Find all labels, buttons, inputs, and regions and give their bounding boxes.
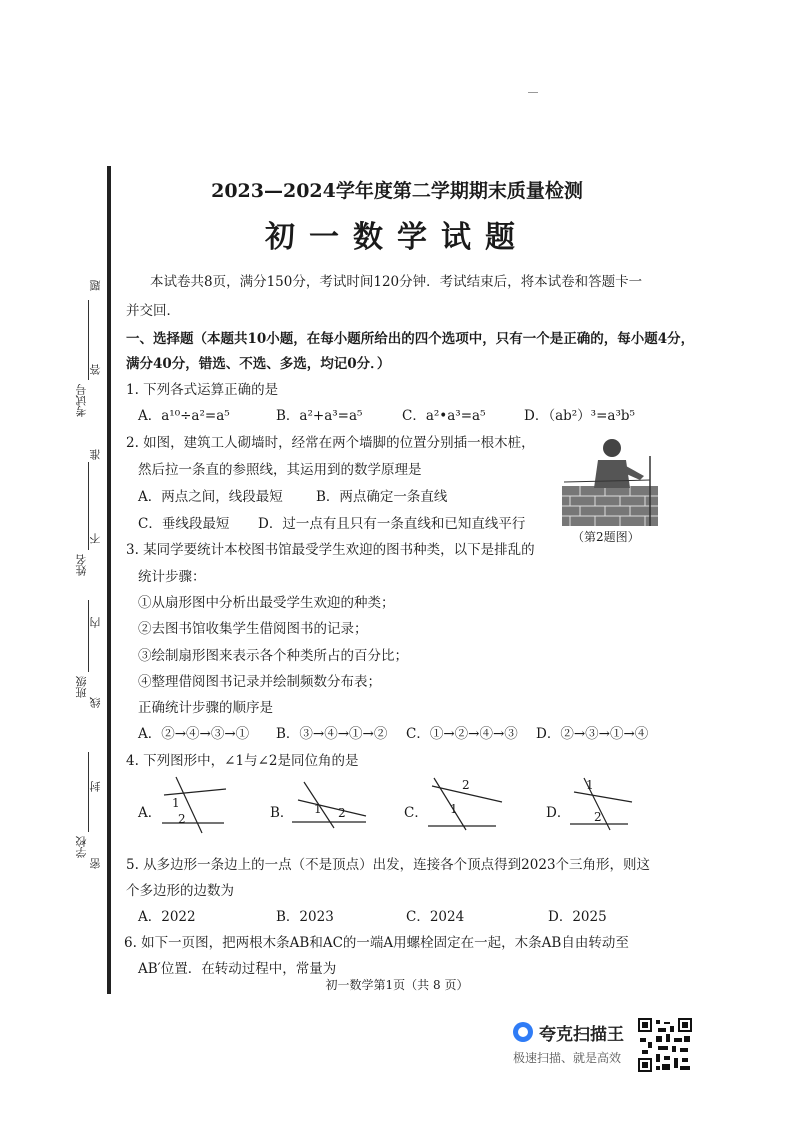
q2-figure-caption: （第2题图） <box>572 530 640 544</box>
q3-option-b: B．③→④→①→② <box>276 726 388 742</box>
q2-stem-1: 2. 如图，建筑工人砌墙时，经常在两个墙脚的位置分别插一根木桩， <box>126 435 535 451</box>
q1-stem: 1. 下列各式运算正确的是 <box>126 382 279 398</box>
side-label-nei: 内 <box>89 617 102 628</box>
exam-number-underline <box>88 300 89 380</box>
q2-option-b: B．两点确定一条直线 <box>316 489 448 505</box>
side-label-mi: 密 <box>89 858 102 869</box>
side-label-feng: 封 <box>89 781 102 792</box>
school-label: 学校 <box>75 836 88 858</box>
q4-c-angle-2: 2 <box>462 778 470 792</box>
class-label: 班级 <box>75 676 88 698</box>
scanner-tagline: 极速扫描、就是高效 <box>513 1051 622 1065</box>
q4-label-a: A． <box>138 805 162 821</box>
q6-stem-2: AB′位置．在转动过程中，常量为 <box>138 961 337 977</box>
q4-stem: 4. 下列图形中，∠1与∠2是同位角的是 <box>126 753 359 769</box>
intro-line-1: 本试卷共8页，满分150分，考试时间120分钟．考试结束后，将本试卷和答题卡一 <box>150 274 643 290</box>
q3-order-prompt: 正确统计步骤的顺序是 <box>138 700 273 716</box>
q3-stem-2: 统计步骤： <box>138 569 206 585</box>
q1-option-c: C．a²•a³=a⁵ <box>402 408 486 424</box>
q4-figure-b <box>290 780 370 830</box>
qr-code-icon <box>638 1018 692 1072</box>
exam-number-label: 考试号 <box>75 384 88 417</box>
q2-stem-2: 然后拉一条直的参照线，其运用到的数学原理是 <box>138 462 422 478</box>
side-label-ti: 题 <box>89 280 102 291</box>
side-label-xian: 线 <box>89 697 102 708</box>
section-1-heading: 一、选择题（本题共10小题，在每小题所给出的四个选项中，只有一个是正确的，每小题4分， <box>126 331 695 347</box>
q4-c-angle-1: 1 <box>450 802 458 816</box>
exam-title: 2023—2024学年度第二学期期末质量检测 <box>211 180 583 202</box>
q4-label-c: C． <box>404 805 428 821</box>
q5-option-d: D．2025 <box>548 909 607 925</box>
q4-label-d: D． <box>546 805 571 821</box>
class-underline <box>88 600 89 672</box>
name-underline <box>88 462 89 550</box>
side-label-zhun: 准 <box>89 449 102 460</box>
q4-d-angle-2: 2 <box>594 810 602 824</box>
section-1-heading-cont: 满分40分，错选、不选、多选，均记0分．） <box>126 356 391 372</box>
q1-option-d: D．（ab²）³=a³b⁵ <box>524 408 635 424</box>
school-underline <box>88 752 89 832</box>
q4-label-b: B． <box>270 805 294 821</box>
q3-option-a: A．②→④→③→① <box>138 726 250 742</box>
q6-stem-1: 6. 如下一页图，把两根木条AB和AC的一端A用螺栓固定在一起，木条AB自由转动至 <box>124 935 629 951</box>
bricklayer-figure <box>560 436 660 528</box>
q5-stem-2: 个多边形的边数为 <box>126 883 234 899</box>
q3-step-3: ③绘制扇形图来表示各个种类所占的百分比； <box>138 648 408 664</box>
name-label: 姓名 <box>75 554 88 576</box>
exam-subtitle: 初一数学试题 <box>265 220 529 255</box>
q1-option-a: A．a¹⁰÷a²=a⁵ <box>138 408 230 424</box>
scanner-brand-name: 夸克扫描王 <box>539 1025 624 1045</box>
q3-stem-1: 3. 某同学要统计本校图书馆最受学生欢迎的图书种类，以下是排乱的 <box>126 542 535 558</box>
q2-option-a: A．两点之间，线段最短 <box>138 489 283 505</box>
q1-option-b: B．a²+a³=a⁵ <box>276 408 363 424</box>
q2-option-c: C．垂线段最短 <box>138 516 230 532</box>
q4-b-angle-1: 1 <box>314 802 322 816</box>
q4-b-angle-2: 2 <box>338 806 346 820</box>
side-label-da: 答 <box>89 364 102 375</box>
scan-mark <box>528 92 538 93</box>
q5-stem-1: 5. 从多边形一条边上的一点（不是顶点）出发，连接各个顶点得到2023个三角形，则这 <box>126 857 651 873</box>
q4-d-angle-1: 1 <box>586 778 594 792</box>
q5-option-a: A．2022 <box>138 909 196 925</box>
scanner-logo-icon <box>513 1022 533 1042</box>
q4-a-angle-1: 1 <box>172 796 180 810</box>
page-footer: 初一数学第1页（共 8 页） <box>325 978 469 992</box>
q3-step-4: ④整理借阅图书记录并绘制频数分布表； <box>138 674 381 690</box>
q2-option-d: D．过一点有且只有一条直线和已知直线平行 <box>258 516 526 532</box>
side-label-bu: 不 <box>89 533 102 544</box>
q4-a-angle-2: 2 <box>178 812 186 826</box>
q3-step-2: ②去图书馆收集学生借阅图书的记录； <box>138 621 368 637</box>
q3-option-c: C．①→②→④→③ <box>406 726 518 742</box>
q5-option-c: C．2024 <box>406 909 465 925</box>
q3-option-d: D．②→③→①→④ <box>536 726 649 742</box>
binding-line <box>107 166 111 994</box>
q3-step-1: ①从扇形图中分析出最受学生欢迎的种类； <box>138 595 395 611</box>
q4-figure-a <box>160 775 230 835</box>
q5-option-b: B．2023 <box>276 909 334 925</box>
intro-line-2: 并交回． <box>126 303 180 319</box>
